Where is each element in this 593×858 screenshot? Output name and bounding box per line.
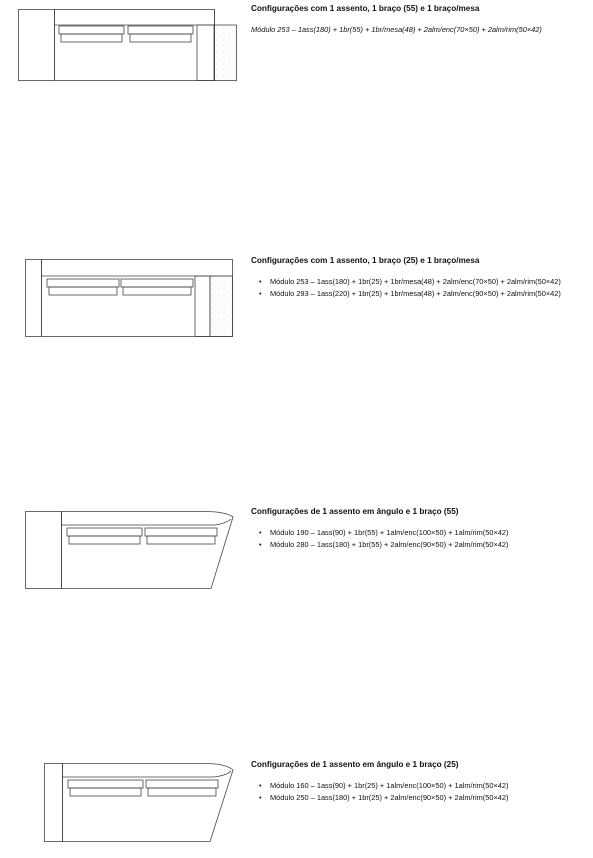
list-item: • Módulo 250 – 1ass(180) + 1br(25) + 2alm/enc(90×50) + 2alm/rim(50×42) [251, 792, 591, 804]
module-list [251, 780, 591, 804]
section-title: Configurações de 1 assento em ângulo e 1 braço (25) [251, 760, 459, 769]
section-title: Configurações de 1 assento em ângulo e 1 braço (55) [251, 507, 459, 516]
sofa-drawing-arm55-table [18, 9, 240, 81]
module-description: Módulo 253 – 1ass(180) + 1br(55) + 1br/mesa(48) + 2alm/enc(70×50) + 2alm/rim(50×42) [251, 25, 542, 34]
sofa-drawing-angle-arm55 [25, 509, 237, 589]
list-item: • Módulo 190 – 1ass(90) + 1br(55) + 1alm/enc(100×50) + 1alm/rim(50×42) [251, 527, 591, 539]
section-title: Configurações com 1 assento, 1 braço (55) e 1 braço/mesa [251, 4, 480, 13]
list-item: • Módulo 253 – 1ass(180) + 1br(25) + 1br/mesa(48) + 2alm/enc(70×50) + 2alm/rim(50×42) [251, 276, 591, 288]
list-item: • Módulo 280 – 1ass(180) + 1br(55) + 2alm/enc(90×50) + 2alm/rim(50×42) [251, 539, 591, 551]
list-item: • Módulo 160 – 1ass(90) + 1br(25) + 1alm/enc(100×50) + 1alm/rim(50×42) [251, 780, 591, 792]
sofa-drawing-arm25-table [25, 259, 240, 337]
list-item: • Módulo 293 – 1ass(220) + 1br(25) + 1br/mesa(48) + 2alm/enc(90×50) + 2alm/rim(50×42) [251, 288, 591, 300]
module-list [251, 276, 591, 300]
module-list [251, 527, 591, 551]
section-title: Configurações com 1 assento, 1 braço (25) e 1 braço/mesa [251, 256, 480, 265]
sofa-drawing-angle-arm25 [44, 762, 236, 842]
